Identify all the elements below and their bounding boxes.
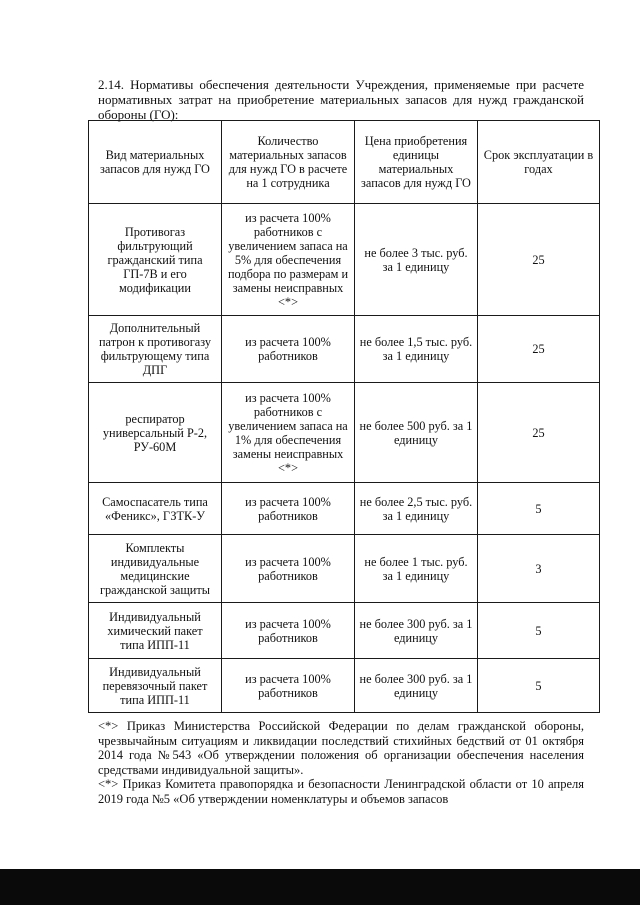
table-row [89,316,600,383]
cell-unit-price: не более 300 руб. за 1 единицу [355,659,478,713]
cell-supply-type: Противогаз фильтрующий гражданский типа ГП-7В и его модификации [89,204,222,316]
cell-quantity: из расчета 100% работников [222,316,355,383]
supplies-table [88,120,600,713]
table-row [89,535,600,603]
table-row [89,603,600,659]
table-header-row [89,121,600,204]
cell-supply-type: Индивидуальный химический пакет типа ИПП-11 [89,603,222,659]
scan-bottom-edge [0,869,640,905]
cell-quantity: из расчета 100% работников [222,659,355,713]
table-row [89,659,600,713]
cell-quantity: из расчета 100% работников [222,603,355,659]
cell-supply-type: Самоспасатель типа «Феникс», ГЗТК-У [89,483,222,535]
footnote: <*> Приказ Министерства Российской Федерации по делам гражданской обороны, чрезвычайным ситуациям и ликвидации последствий стихийных бедствий от 01 октября 2014 года №543 «Об утверждении положения об организации обеспечения населения средствами индивидуальной защиты». [98,719,584,777]
cell-unit-price: не более 500 руб. за 1 единицу [355,383,478,483]
cell-quantity: из расчета 100% работников [222,483,355,535]
footnote: <*> Приказ Комитета правопорядка и безопасности Ленинградской области от 10 апреля 2019 года №5 «Об утверждении номенклатуры и объемов запасов [98,777,584,806]
cell-supply-type: Комплекты индивидуальные медицинские гражданской защиты [89,535,222,603]
cell-quantity: из расчета 100% работников с увеличением запаса на 5% для обеспечения подбора по размерам и замены неисправных <*> [222,204,355,316]
cell-service-life: 5 [478,483,600,535]
cell-service-life: 25 [478,383,600,483]
cell-quantity: из расчета 100% работников [222,535,355,603]
section-heading: 2.14. Нормативы обеспечения деятельности Учреждения, применяемые при расчете нормативных затрат на приобретение материальных запасов для нужд гражданской обороны (ГО): [98,77,584,122]
cell-service-life: 3 [478,535,600,603]
cell-supply-type: Дополнительный патрон к противогазу фильтрующему типа ДПГ [89,316,222,383]
cell-unit-price: не более 1 тыс. руб. за 1 единицу [355,535,478,603]
cell-service-life: 25 [478,204,600,316]
cell-service-life: 25 [478,316,600,383]
cell-supply-type: респиратор универсальный Р-2, РУ-60М [89,383,222,483]
cell-service-life: 5 [478,659,600,713]
table-row [89,383,600,483]
cell-service-life: 5 [478,603,600,659]
cell-unit-price: не более 1,5 тыс. руб. за 1 единицу [355,316,478,383]
header-service-life: Срок эксплуатации в годах [478,121,600,204]
table-row [89,483,600,535]
cell-unit-price: не более 2,5 тыс. руб. за 1 единицу [355,483,478,535]
cell-quantity: из расчета 100% работников с увеличением запаса на 1% для обеспечения замены неисправных <*> [222,383,355,483]
header-unit-price: Цена приобретения единицы материальных запасов для нужд ГО [355,121,478,204]
cell-unit-price: не более 3 тыс. руб. за 1 единицу [355,204,478,316]
footnotes [98,719,584,806]
table-row [89,204,600,316]
header-supply-type: Вид материальных запасов для нужд ГО [89,121,222,204]
header-quantity: Количество материальных запасов для нужд ГО в расчете на 1 сотрудника [222,121,355,204]
cell-supply-type: Индивидуальный перевязочный пакет типа ИПП-11 [89,659,222,713]
cell-unit-price: не более 300 руб. за 1 единицу [355,603,478,659]
